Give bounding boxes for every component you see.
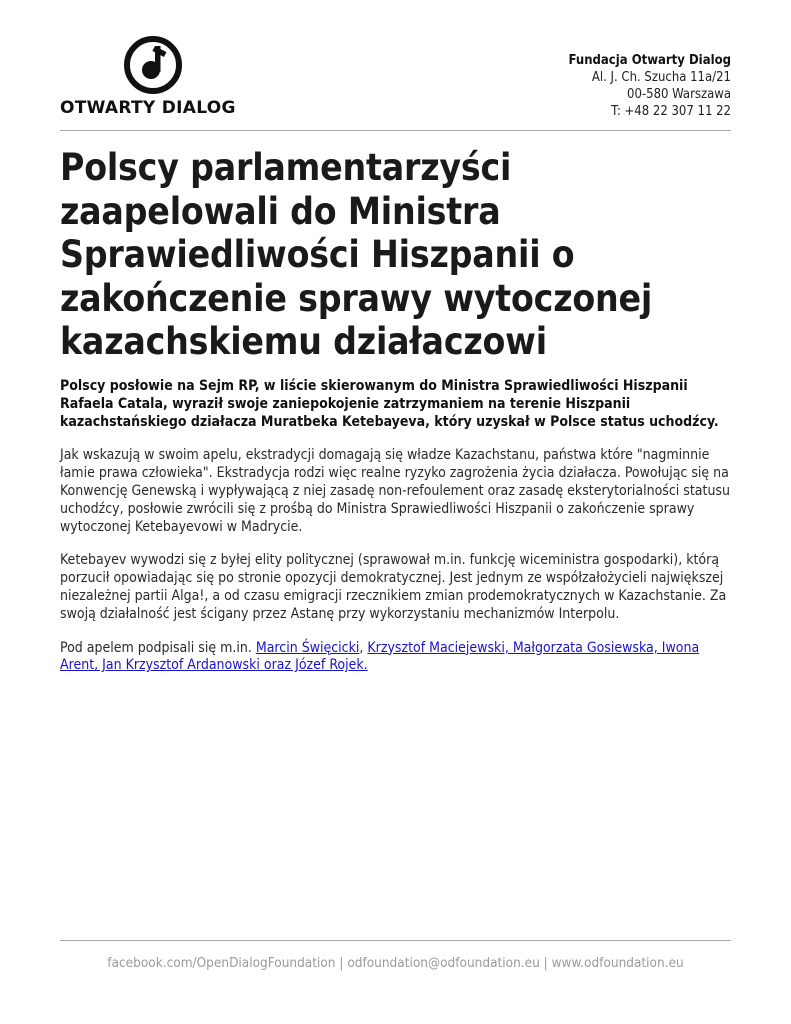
address-line-2: 00-580 Warszawa xyxy=(627,87,731,102)
open-dialog-logo-icon xyxy=(122,34,184,96)
signatories-intro: Pod apelem podpisali się m.in. xyxy=(60,639,256,656)
article-paragraph-1: Jak wskazują w swoim apelu, ekstradycji domagają się władze Kazachstanu, państwa które "nagminnie łamie prawa człowieka". Ekstradycja rodzi więc realne ryzyko zagrożenia życia działacza. Powołując się na Konwencję Genewską i wypływającą z niej zasadę non-refoulement oraz zasadę eksterytorialności statusu uchodźcy, posłowie zwrócili się z prośbą do Ministra Sprawiedliwości Hiszpanii o zakończenie sprawy wytoczonej Ketebayevowi w Madrycie. xyxy=(60,447,730,535)
article-paragraph-2: Ketebayev wywodzi się z byłej elity politycznej (sprawował m.in. funkcję wiceministra gospodarki), którą porzucił opowiadając się po stronie opozycji demokratycznej. Jest jednym ze współzałożycieli największej niezależnej partii Alga!, a od czasu emigracji rzecznikiem zmian prodemokratycznych w Kazachstanie. Za swoją działalność jest ścigany przez Astanę przy wykorzystaniu mechanizmów Interpolu. xyxy=(60,552,727,622)
header-divider xyxy=(60,130,731,131)
article-title: Polscy parlamentarzyści zaapelowali do Ministra Sprawiedliwości Hiszpanii o zakończenie sprawy wytoczonej kazachskiemu działaczowi xyxy=(60,146,653,363)
signatories-separator: , xyxy=(359,639,368,656)
address-line-1: Al. J. Ch. Szucha 11a/21 xyxy=(591,70,731,85)
signatory-link-swiecicki[interactable]: Marcin Święcicki xyxy=(255,639,360,656)
article-body xyxy=(60,378,732,691)
organization-info xyxy=(569,52,731,120)
organization-name: Fundacja Otwarty Dialog xyxy=(568,53,731,68)
signatories-paragraph xyxy=(60,640,732,676)
logo-text: OTWARTY DIALOG xyxy=(60,98,236,118)
footer-divider xyxy=(60,940,731,941)
phone-number: T: +48 22 307 11 22 xyxy=(611,104,731,119)
article-lead: Polscy posłowie na Sejm RP, w liście skierowanym do Ministra Sprawiedliwości Hiszpanii Rafaela Catala, wyraził swoje zaniepokojenie zatrzymaniem na terenie Hiszpanii kazachstańskiego działacza Muratbeka Ketebayeva, który uzyskał w Polsce status uchodźcy. xyxy=(60,378,719,430)
footer-contact: facebook.com/OpenDialogFoundation | odfoundation@odfoundation.eu | www.odfoundation.eu xyxy=(107,955,684,971)
signatory-link-others[interactable]: Krzysztof Maciejewski, Małgorzata Gosiewska, Iwona Arent, Jan Krzysztof Ardanowski oraz Józef Rojek. xyxy=(60,639,700,674)
